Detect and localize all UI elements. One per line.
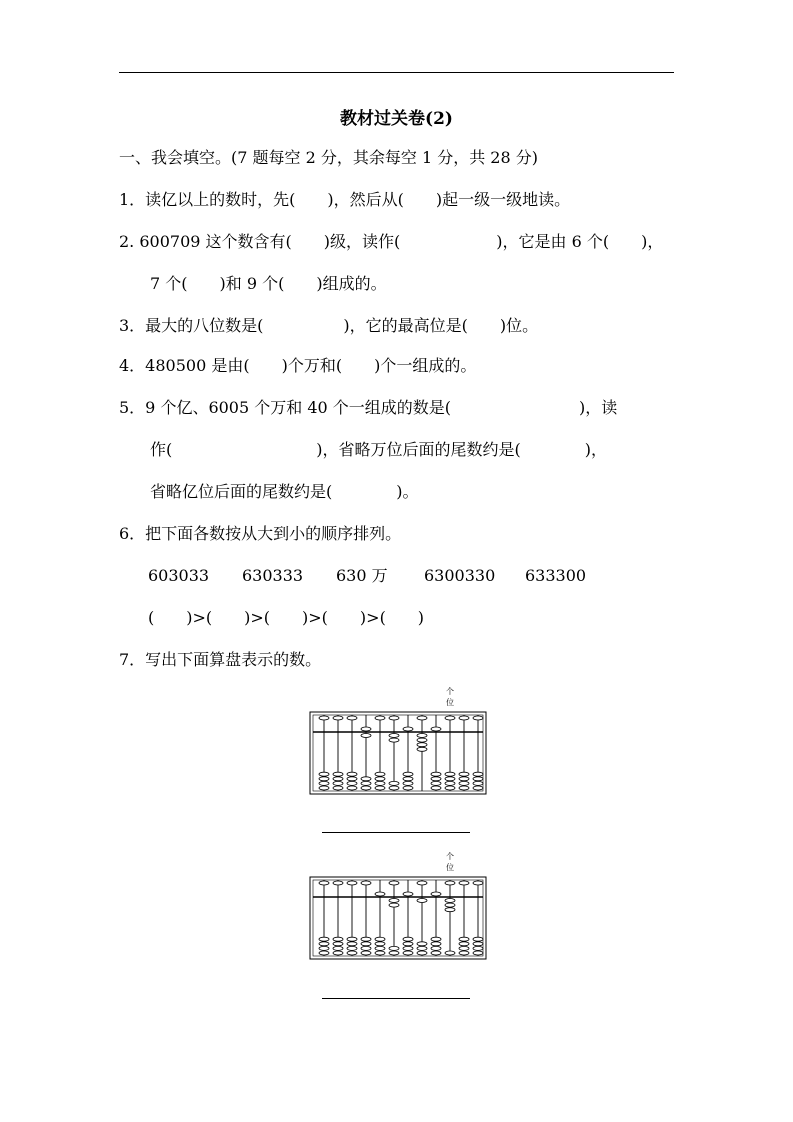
lower-bead: [333, 786, 343, 790]
upper-bead: [375, 716, 385, 720]
lower-bead: [333, 951, 343, 955]
lower-bead: [319, 781, 329, 785]
lower-bead: [361, 951, 371, 955]
lower-bead: [445, 903, 455, 907]
lower-bead: [459, 772, 469, 776]
question-1: 1．读亿以上的数时，先( )，然后从( )起一级一级地读。: [119, 190, 571, 209]
lower-bead: [431, 772, 441, 776]
label-ge: 个: [446, 687, 454, 696]
lower-bead: [319, 951, 329, 955]
upper-bead: [333, 881, 343, 885]
lower-bead: [431, 937, 441, 941]
lower-bead: [361, 942, 371, 946]
lower-bead: [417, 747, 427, 751]
upper-bead: [473, 881, 483, 885]
lower-bead: [403, 781, 413, 785]
lower-bead: [361, 946, 371, 950]
lower-bead: [417, 951, 427, 955]
lower-bead: [375, 951, 385, 955]
lower-bead: [459, 777, 469, 781]
lower-bead: [417, 738, 427, 742]
lower-bead: [473, 781, 483, 785]
top-rule: [119, 72, 674, 73]
upper-bead: [459, 881, 469, 885]
question-7: 7．写出下面算盘表示的数。: [119, 650, 322, 669]
answer-line-1: [322, 832, 470, 833]
lower-bead: [417, 942, 427, 946]
upper-bead: [361, 727, 371, 731]
lower-bead: [319, 772, 329, 776]
page-title: 教材过关卷(2): [340, 109, 453, 129]
lower-bead: [347, 937, 357, 941]
lower-bead: [347, 772, 357, 776]
lower-bead: [417, 743, 427, 747]
lower-bead: [459, 786, 469, 790]
lower-bead: [445, 908, 455, 912]
lower-bead: [431, 786, 441, 790]
question-2-line-1: 2. 600709 这个数含有( )级，读作( )，它是由 6 个( )，: [119, 232, 664, 251]
answer-line-2: [322, 998, 470, 999]
lower-bead: [459, 946, 469, 950]
lower-bead: [431, 781, 441, 785]
upper-bead: [445, 716, 455, 720]
lower-bead: [459, 937, 469, 941]
lower-bead: [375, 777, 385, 781]
lower-bead: [431, 777, 441, 781]
lower-bead: [403, 777, 413, 781]
lower-bead: [361, 777, 371, 781]
lower-bead: [333, 937, 343, 941]
lower-bead: [375, 781, 385, 785]
lower-bead: [319, 942, 329, 946]
lower-bead: [389, 903, 399, 907]
lower-bead: [445, 772, 455, 776]
lower-bead: [347, 786, 357, 790]
upper-bead: [431, 892, 441, 896]
lower-bead: [473, 786, 483, 790]
lower-bead: [389, 951, 399, 955]
upper-bead: [403, 727, 413, 731]
upper-bead: [389, 881, 399, 885]
lower-bead: [445, 899, 455, 903]
lower-bead: [445, 781, 455, 785]
number-2: 630333: [242, 566, 304, 585]
lower-bead: [375, 937, 385, 941]
lower-bead: [361, 786, 371, 790]
lower-bead: [417, 946, 427, 950]
lower-bead: [347, 777, 357, 781]
lower-bead: [375, 946, 385, 950]
upper-bead: [417, 716, 427, 720]
lower-bead: [347, 781, 357, 785]
label-ge: 个: [446, 852, 454, 861]
upper-bead: [375, 892, 385, 896]
lower-bead: [417, 734, 427, 738]
lower-bead: [347, 946, 357, 950]
lower-bead: [319, 786, 329, 790]
lower-bead: [403, 937, 413, 941]
label-wei: 位: [446, 698, 454, 707]
lower-bead: [389, 946, 399, 950]
lower-bead: [333, 777, 343, 781]
upper-bead: [459, 716, 469, 720]
question-4: 4．480500 是由( )个万和( )个一组成的。: [119, 356, 477, 375]
section-heading: 一、我会填空。(7 题每空 2 分，其余每空 1 分，共 28 分): [119, 148, 538, 167]
lower-bead: [459, 942, 469, 946]
question-5-line-1: 5．9 个亿、6005 个万和 40 个一组成的数是( )，读: [119, 398, 618, 417]
lower-bead: [347, 942, 357, 946]
lower-bead: [473, 942, 483, 946]
lower-bead: [403, 786, 413, 790]
lower-bead: [459, 951, 469, 955]
lower-bead: [403, 946, 413, 950]
lower-bead: [473, 777, 483, 781]
question-2-line-2: 7 个( )和 9 个( )组成的。: [150, 274, 387, 293]
lower-bead: [375, 772, 385, 776]
lower-bead: [375, 786, 385, 790]
upper-bead: [473, 716, 483, 720]
lower-bead: [389, 786, 399, 790]
upper-bead: [333, 716, 343, 720]
lower-bead: [403, 951, 413, 955]
lower-bead: [319, 946, 329, 950]
lower-bead: [389, 738, 399, 742]
upper-bead: [389, 716, 399, 720]
lower-bead: [417, 899, 427, 903]
upper-bead: [445, 881, 455, 885]
lower-bead: [333, 772, 343, 776]
lower-bead: [459, 781, 469, 785]
lower-bead: [375, 942, 385, 946]
question-6: 6．把下面各数按从大到小的顺序排列。: [119, 524, 402, 543]
lower-bead: [473, 946, 483, 950]
lower-bead: [361, 781, 371, 785]
upper-bead: [347, 716, 357, 720]
lower-bead: [431, 946, 441, 950]
question-3: 3．最大的八位数是( )，它的最高位是( )位。: [119, 316, 539, 335]
upper-bead: [403, 892, 413, 896]
upper-bead: [417, 881, 427, 885]
lower-bead: [403, 942, 413, 946]
number-3: 630 万: [336, 566, 388, 585]
lower-bead: [473, 937, 483, 941]
upper-bead: [431, 727, 441, 731]
lower-bead: [389, 781, 399, 785]
question-5-line-2: 作( )，省略万位后面的尾数约是( )，: [150, 440, 607, 459]
ordering-blanks: ( )>( )>( )>( )>( ): [148, 608, 425, 627]
upper-bead: [319, 881, 329, 885]
lower-bead: [389, 734, 399, 738]
lower-bead: [445, 951, 455, 955]
lower-bead: [361, 937, 371, 941]
label-wei: 位: [446, 863, 454, 872]
lower-bead: [333, 942, 343, 946]
question-5-line-3: 省略亿位后面的尾数约是( )。: [150, 482, 419, 501]
lower-bead: [473, 772, 483, 776]
lower-bead: [319, 937, 329, 941]
lower-bead: [333, 781, 343, 785]
lower-bead: [347, 951, 357, 955]
number-4: 6300330: [424, 566, 496, 585]
lower-bead: [389, 899, 399, 903]
lower-bead: [473, 951, 483, 955]
abacus-2: [302, 850, 502, 970]
lower-bead: [333, 946, 343, 950]
lower-bead: [445, 786, 455, 790]
lower-bead: [445, 777, 455, 781]
abacus-1: [302, 685, 502, 805]
number-5: 633300: [525, 566, 587, 585]
lower-bead: [431, 942, 441, 946]
upper-bead: [319, 716, 329, 720]
lower-bead: [319, 777, 329, 781]
number-1: 603033: [148, 566, 210, 585]
upper-bead: [361, 881, 371, 885]
upper-bead: [347, 881, 357, 885]
lower-bead: [431, 951, 441, 955]
lower-bead: [403, 772, 413, 776]
lower-bead: [361, 734, 371, 738]
